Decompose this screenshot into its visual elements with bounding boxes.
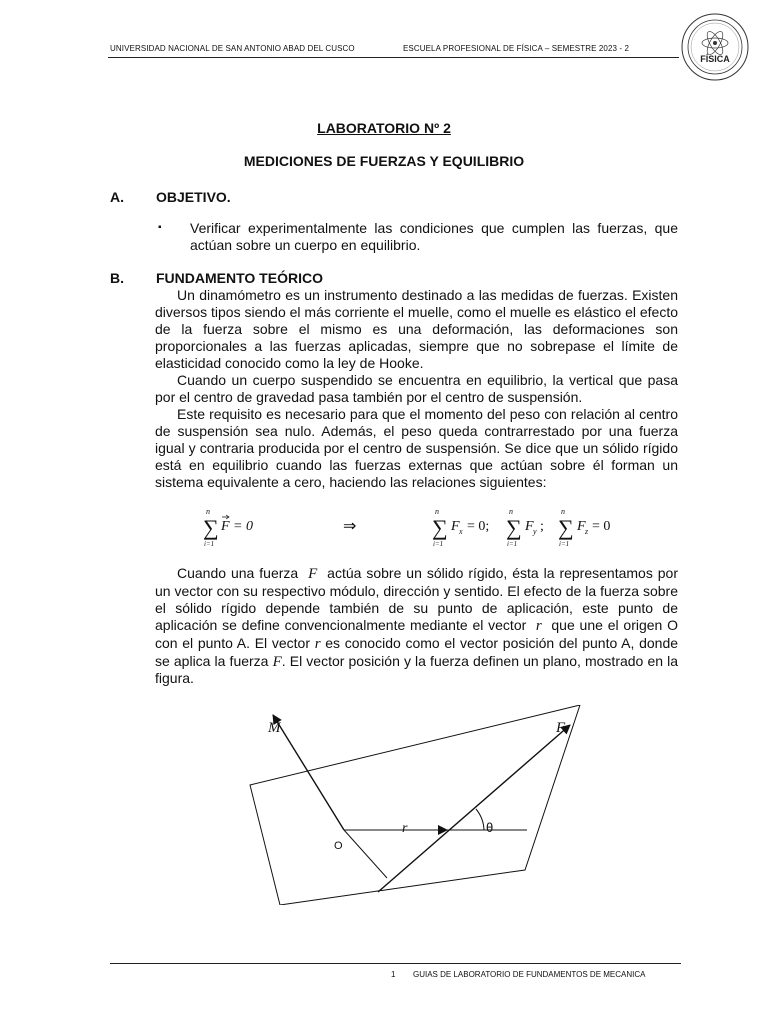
section-a-letter: A. (110, 189, 124, 205)
section-b-letter: B. (110, 270, 124, 286)
var-r: r (314, 635, 321, 652)
equation-fz: F (577, 519, 586, 534)
section-b-heading (110, 270, 323, 286)
plane-outline (250, 705, 580, 905)
seal-text: FÍSICA (700, 54, 730, 64)
sum-lower: i=1 (559, 540, 570, 548)
sum-lower: i=1 (507, 540, 518, 548)
equation-fz-rest: = 0 (592, 519, 611, 534)
physics-seal-logo (680, 12, 750, 82)
force-vector-f (378, 725, 570, 892)
paragraph-dinamometro: Un dinamómetro es un instrumento destinado a las medidas de fuerzas. Existen diversos tipos siendo el más corriente el muelle, como el muelle es elástico el efecto de la fuerza sobre el mismo es una deformación, las deformaciones son proporcionales a las fuerzas aplicadas, siempre que no sobrepase el límite de elasticidad conocido como la ley de Hooke. (155, 287, 678, 371)
sum-symbol: ∑ (432, 515, 448, 540)
paragraph-requisito: Este requisito es necesario para que el momento del peso con relación al centro de suspensión sea nulo. Además, el peso queda contrarrestado por una fuerza igual y contraria producida por el centro de suspensión. Se dice que un sólido rígido está en equilibrio cuando las fuerzas externas que actúan sobre él forman un sistema equivalente a cero, haciendo las relaciones siguientes: (155, 406, 678, 490)
bullet-icon: ▪ (158, 222, 162, 233)
sum-lower: i=1 (204, 540, 215, 548)
sum-symbol: ∑ (506, 515, 522, 540)
sum-lower: i=1 (433, 540, 444, 548)
label-f: F (556, 720, 566, 736)
sum-upper: n (509, 507, 513, 516)
header-divider (108, 57, 679, 58)
sum-upper: n (435, 507, 439, 516)
objective-text: Verificar experimentalmente las condiciones que cumplen las fuerzas, que actúan sobre un cuerpo en equilibrio. (190, 220, 678, 253)
section-a-heading (110, 189, 231, 205)
equation-fy: F (525, 519, 534, 534)
equilibrium-equations (195, 505, 625, 550)
paragraph-equilibrio: Cuando un cuerpo suspendido se encuentra en equilibrio, la vertical que pasa por el centro de gravedad pasa también por el centro de suspensión. (155, 372, 678, 405)
label-m: M (268, 720, 281, 736)
equation-1: F = 0 (221, 519, 253, 534)
subscript-z: z (585, 527, 589, 536)
sum-symbol: ∑ (558, 515, 574, 540)
lab-title: LABORATORIO Nº 2 (317, 120, 451, 136)
equation-fx-rest: = 0; (467, 519, 490, 534)
label-r: r (402, 821, 408, 836)
lab-topic: MEDICIONES DE FUERZAS Y EQUILIBRIO (243, 153, 525, 169)
sum-upper: n (206, 507, 210, 516)
implies-symbol: ⇒ (343, 518, 357, 535)
equation-fy-rest: ; (540, 519, 544, 534)
page-number: 1 (391, 970, 396, 979)
footer-title: GUIAS DE LABORATORIO DE FUNDAMENTOS DE MECANICA (413, 970, 646, 979)
label-origin-o: O (334, 840, 343, 852)
section-b-title: FUNDAMENTO TEÓRICO (156, 270, 323, 286)
paragraph-vector-posicion: Cuando una fuerza F actúa sobre un sólido rígido, ésta la representamos por un vector con su respectivo módulo, dirección y sentido. El efecto de la fuerza sobre el sólido rígido depende también de su punto de aplicación, este punto de aplicación se define convencionalmente mediante el vector r que une el origen O con el punto A. El vector r es conocido como el vector posición del punto A, donde se aplica la fuerza F. El vector posición y la fuerza definen un plano, mostrado en la figura. (155, 565, 679, 687)
equation-fx: F (451, 519, 460, 534)
label-theta: θ (486, 820, 494, 835)
moment-vector-m (273, 715, 344, 830)
var-F: F (272, 653, 282, 670)
subscript-y: y (533, 527, 537, 536)
header-school-semester: ESCUELA PROFESIONAL DE FÍSICA – SEMESTRE 2023 - 2 (403, 44, 630, 53)
var-F: F (308, 566, 318, 582)
perpendicular-line (344, 830, 387, 878)
var-r: r (535, 617, 542, 634)
force-plane-figure (240, 705, 620, 905)
footer-divider (110, 963, 681, 964)
sum-symbol: ∑ (203, 515, 219, 540)
header-university: UNIVERSIDAD NACIONAL DE SAN ANTONIO ABAD DEL CUSCO (110, 44, 355, 53)
sum-upper: n (561, 507, 565, 516)
position-arrow-icon (438, 825, 448, 835)
subscript-x: x (459, 527, 463, 536)
section-a-title: OBJETIVO. (156, 189, 231, 205)
theta-angle-arc (476, 809, 484, 830)
